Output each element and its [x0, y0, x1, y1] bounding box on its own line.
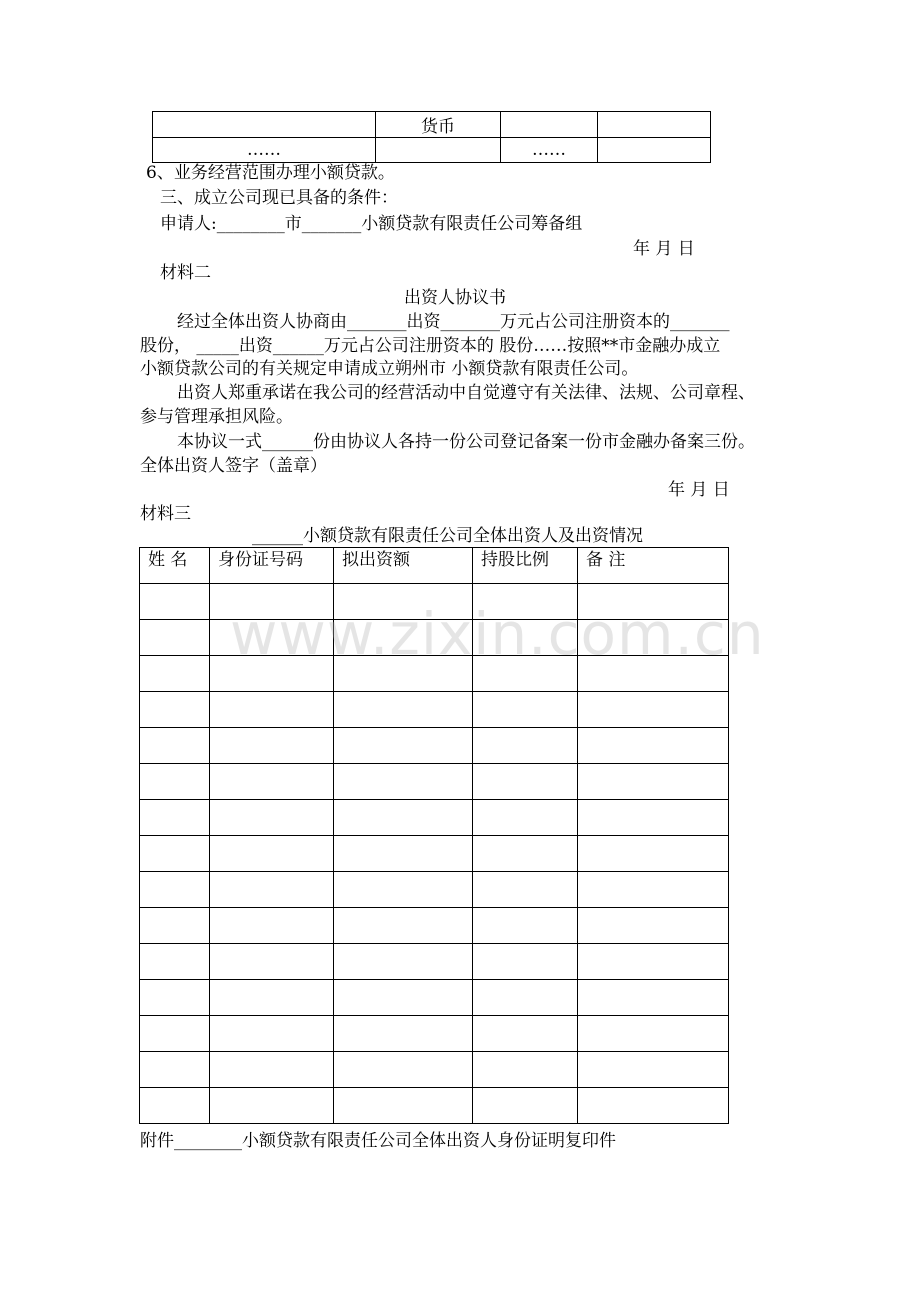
- table-cell: [578, 980, 729, 1016]
- table-cell: [473, 1016, 578, 1052]
- table-cell: [140, 728, 210, 764]
- agreement-paragraph-3: 本协议一式______份由协议人各持一份公司登记备案一份市金融办备案三份。: [177, 432, 755, 452]
- table-row: [140, 728, 729, 764]
- table-row: [140, 764, 729, 800]
- table-cell: [473, 728, 578, 764]
- table-cell: [334, 764, 473, 800]
- table-cell: [140, 584, 210, 620]
- table-cell: [210, 908, 334, 944]
- table-cell: [578, 728, 729, 764]
- table-header-row: [140, 548, 729, 584]
- agreement-paragraph-1-cont: 股份， _____出资______万元占公司注册资本的 股份……按照**市金融办成立: [140, 336, 721, 356]
- table-cell: [473, 1052, 578, 1088]
- table-cell: [140, 620, 210, 656]
- table-cell: [334, 800, 473, 836]
- table-cell: [140, 800, 210, 836]
- table-cell: [334, 728, 473, 764]
- watermark: www.zixin.com.cn: [230, 600, 765, 668]
- table-cell: [210, 800, 334, 836]
- attachment-line: 附件________小额贷款有限责任公司全体出资人身份证明复印件: [140, 1131, 616, 1151]
- table-cell: [334, 1088, 473, 1124]
- table-cell: [578, 836, 729, 872]
- material-two-label: 材料二: [160, 263, 211, 283]
- table-cell: [140, 1016, 210, 1052]
- table-row: [140, 692, 729, 728]
- table-row: [140, 836, 729, 872]
- table-cell: [578, 800, 729, 836]
- table-cell: ……: [501, 138, 598, 163]
- table-row: [140, 1088, 729, 1124]
- table-cell: [210, 872, 334, 908]
- conditions-heading: 三、成立公司现已具备的条件：: [160, 188, 398, 208]
- table-cell: [473, 764, 578, 800]
- table-cell: [210, 692, 334, 728]
- table-cell: [473, 836, 578, 872]
- header-id-number: 身份证号码: [210, 548, 334, 584]
- table-cell: [334, 980, 473, 1016]
- table-cell: [210, 764, 334, 800]
- table-cell: [334, 872, 473, 908]
- table-row: [153, 138, 711, 163]
- table-row: [140, 980, 729, 1016]
- table-cell: [473, 872, 578, 908]
- date-line: 年 月 日: [668, 480, 730, 500]
- table-cell: [578, 872, 729, 908]
- table-cell: [334, 692, 473, 728]
- agreement-paragraph-2: 出资人郑重承诺在我公司的经营活动中自觉遵守有关法律、法规、公司章程、: [177, 383, 755, 403]
- table-cell: [578, 692, 729, 728]
- table-row: [140, 1016, 729, 1052]
- table-cell: [334, 908, 473, 944]
- table-cell: [140, 872, 210, 908]
- table-row: [140, 1052, 729, 1088]
- table-cell: [578, 944, 729, 980]
- table-cell: [578, 908, 729, 944]
- table-cell: [140, 980, 210, 1016]
- header-remarks: 备 注: [578, 548, 729, 584]
- material-three-label: 材料三: [140, 504, 191, 524]
- table-cell: [140, 836, 210, 872]
- header-amount: 拟出资额: [334, 548, 473, 584]
- table-cell: [334, 1016, 473, 1052]
- table-cell: [578, 764, 729, 800]
- table-cell: [501, 112, 598, 138]
- table-row: [153, 112, 711, 138]
- table-row: [140, 872, 729, 908]
- table-cell: [140, 944, 210, 980]
- table-cell: 货币: [376, 112, 501, 138]
- table-cell: [210, 980, 334, 1016]
- signature-line: 全体出资人签字（盖章）: [140, 456, 327, 476]
- table-cell: [140, 908, 210, 944]
- table-cell: [473, 908, 578, 944]
- capital-table: [152, 111, 711, 163]
- business-scope-line: 6、业务经营范围办理小额贷款。: [146, 163, 395, 183]
- table-cell: [473, 800, 578, 836]
- table-cell: [473, 692, 578, 728]
- header-share-ratio: 持股比例: [473, 548, 578, 584]
- table-cell: [473, 1088, 578, 1124]
- table-cell: [210, 1052, 334, 1088]
- table-cell: [473, 944, 578, 980]
- table-cell: [334, 944, 473, 980]
- table-cell: [153, 112, 376, 138]
- table-cell: [334, 836, 473, 872]
- table-cell: [578, 1052, 729, 1088]
- table-cell: [210, 944, 334, 980]
- table-cell: [140, 1088, 210, 1124]
- table-cell: ……: [153, 138, 376, 163]
- table-cell: [210, 836, 334, 872]
- table-cell: [376, 138, 501, 163]
- table-cell: [578, 1088, 729, 1124]
- table-cell: [210, 728, 334, 764]
- table-cell: [140, 764, 210, 800]
- agreement-paragraph-2-cont: 参与管理承担风险。: [140, 407, 293, 427]
- agreement-title: 出资人协议书: [404, 288, 506, 308]
- agreement-paragraph-1-cont: 小额贷款公司的有关规定申请成立朔州市 小额贷款有限责任公司。: [140, 359, 639, 379]
- applicant-line: 申请人:________市_______小额贷款有限责任公司筹备组: [160, 214, 583, 234]
- investor-table-title: ______小额贷款有限责任公司全体出资人及出资情况: [252, 526, 643, 546]
- table-cell: [473, 980, 578, 1016]
- table-cell: [210, 1016, 334, 1052]
- table-cell: [140, 692, 210, 728]
- header-name: 姓 名: [140, 548, 210, 584]
- table-row: [140, 908, 729, 944]
- table-cell: [210, 1088, 334, 1124]
- date-line: 年 月 日: [633, 239, 695, 259]
- table-row: [140, 944, 729, 980]
- table-cell: [334, 1052, 473, 1088]
- table-row: [140, 800, 729, 836]
- table-cell: [578, 1016, 729, 1052]
- table-cell: [598, 138, 711, 163]
- table-cell: [140, 656, 210, 692]
- table-cell: [598, 112, 711, 138]
- agreement-paragraph-1: 经过全体出资人协商由_______出资_______万元占公司注册资本的_______: [177, 312, 730, 332]
- table-cell: [140, 1052, 210, 1088]
